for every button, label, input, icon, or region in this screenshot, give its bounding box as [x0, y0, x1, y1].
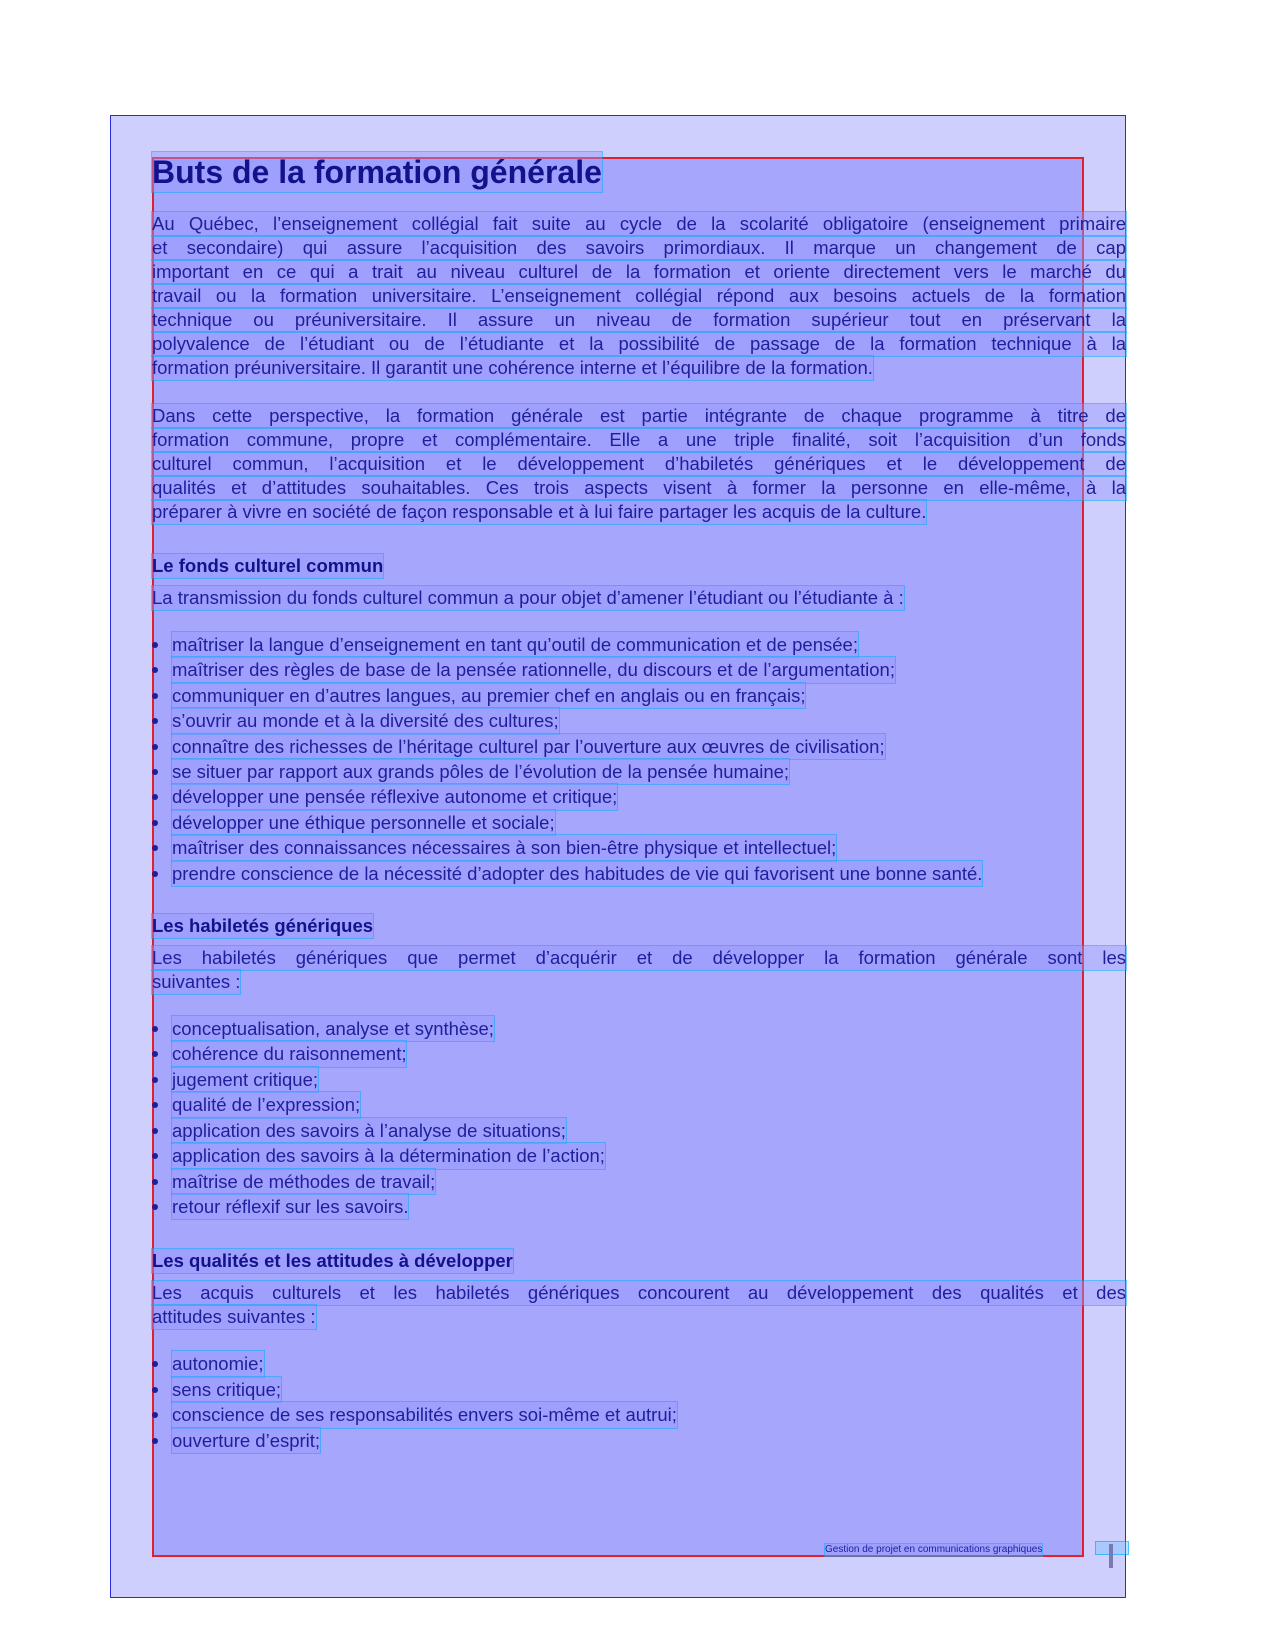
bullet-icon — [152, 667, 158, 673]
list-item — [152, 1067, 1126, 1092]
paragraph-line: Dans cette perspective, la formation générale est partie intégrante de chaque programme à titre de — [152, 405, 1126, 426]
bullet-icon — [152, 1412, 158, 1418]
list-item — [152, 708, 1126, 733]
footer-rule — [1109, 1544, 1113, 1568]
paragraph-line: culturel commun, l’acquisition et le développement d’habiletés génériques et le développement de — [152, 453, 1126, 474]
list-item — [152, 1351, 1126, 1376]
bullet-icon — [152, 1361, 158, 1367]
section-intro — [152, 1281, 1126, 1329]
bullet-icon — [152, 718, 158, 724]
list-item-text: maîtriser la langue d’enseignement en tant qu’outil de communication et de pensée; — [172, 632, 858, 657]
bullet-icon — [152, 845, 158, 851]
list-item — [152, 1041, 1126, 1066]
section-heading-fonds-culturel — [152, 554, 1126, 578]
paragraph-line: attitudes suivantes : — [152, 1306, 316, 1328]
page-title — [152, 152, 1126, 192]
list-item-text: cohérence du raisonnement; — [172, 1041, 406, 1066]
paragraph-line: Au Québec, l’enseignement collégial fait suite au cycle de la scolarité obligatoire (enseignement primaire — [152, 213, 1126, 234]
list-item-text: maîtriser des connaissances nécessaires à son bien-être physique et intellectuel; — [172, 835, 836, 860]
bullet-icon — [152, 1128, 158, 1134]
bullet-icon — [152, 1102, 158, 1108]
bullet-icon — [152, 769, 158, 775]
list-item — [152, 683, 1126, 708]
list-item-text: conscience de ses responsabilités envers soi-même et autrui; — [172, 1402, 677, 1427]
list-item-text: connaître des richesses de l’héritage culturel par l’ouverture aux œuvres de civilisation; — [172, 734, 885, 759]
bullet-icon — [152, 1179, 158, 1185]
paragraph-line: qualités et d’attitudes souhaitables. Ces trois aspects visent à former la personne en elle-même, à la — [152, 477, 1126, 498]
list-item — [152, 810, 1126, 835]
paragraph-line: polyvalence de l’étudiant ou de l’étudiante et la possibilité de passage de la formation technique à la — [152, 333, 1126, 354]
list-item — [152, 1428, 1126, 1453]
bullet-icon — [152, 693, 158, 699]
bullet-icon — [152, 1051, 158, 1057]
paragraph-line: formation commune, propre et complémentaire. Elle a une triple finalité, soit l’acquisition d’un fonds — [152, 429, 1126, 450]
list-item-text: qualité de l’expression; — [172, 1092, 360, 1117]
bullet-icon — [152, 820, 158, 826]
bullet-icon — [152, 1077, 158, 1083]
list-item — [152, 734, 1126, 759]
list-item — [152, 1402, 1126, 1427]
list-item — [152, 1118, 1126, 1143]
fonds-culturel-list — [152, 632, 1126, 886]
bullet-icon — [152, 744, 158, 750]
paragraph-line: Les acquis culturels et les habiletés génériques concourent au développement des qualités et des — [152, 1282, 1126, 1304]
list-item-text: prendre conscience de la nécessité d’adopter des habitudes de vie qui favorisent une bonne santé. — [172, 861, 982, 886]
list-item-text: autonomie; — [172, 1351, 264, 1376]
paragraph-line: suivantes : — [152, 971, 241, 993]
list-item — [152, 835, 1126, 860]
bullet-icon — [152, 1387, 158, 1393]
list-item-text: jugement critique; — [172, 1067, 318, 1092]
page-title-text: Buts de la formation générale — [152, 154, 602, 190]
section-intro — [152, 586, 1126, 610]
list-item — [152, 1169, 1126, 1194]
bullet-icon — [152, 1153, 158, 1159]
list-item — [152, 1092, 1126, 1117]
list-item — [152, 657, 1126, 682]
list-item-text: ouverture d’esprit; — [172, 1428, 320, 1453]
bullet-icon — [152, 1204, 158, 1210]
list-item-text: développer une pensée réflexive autonome et critique; — [172, 784, 617, 809]
list-item — [152, 1016, 1126, 1041]
bullet-icon — [152, 794, 158, 800]
section-heading-text: Les qualités et les attitudes à développer — [152, 1250, 513, 1272]
paragraph-line: technique ou préuniversitaire. Il assure un niveau de formation supérieur tout en préservant la — [152, 309, 1126, 330]
list-item-text: communiquer en d’autres langues, au premier chef en anglais ou en français; — [172, 683, 805, 708]
list-item — [152, 632, 1126, 657]
list-item-text: maîtriser des règles de base de la pensée rationnelle, du discours et de l’argumentation; — [172, 657, 895, 682]
perspective-paragraph — [152, 404, 1126, 524]
list-item — [152, 784, 1126, 809]
list-item-text: retour réflexif sur les savoirs. — [172, 1194, 408, 1219]
list-item-text: maîtrise de méthodes de travail; — [172, 1169, 435, 1194]
list-item — [152, 861, 1126, 886]
paragraph-line: important en ce qui a trait au niveau culturel de la formation et oriente directement vers le marché du — [152, 261, 1126, 282]
section-heading-text: Le fonds culturel commun — [152, 555, 384, 576]
section-heading-habiletes — [152, 914, 1126, 938]
paragraph-line: travail ou la formation universitaire. L’enseignement collégial répond aux besoins actuels de la formation — [152, 285, 1126, 306]
list-item-text: développer une éthique personnelle et sociale; — [172, 810, 555, 835]
list-item-text: sens critique; — [172, 1377, 281, 1402]
section-intro-text: La transmission du fonds culturel commun a pour objet d’amener l’étudiant ou l’étudiante à : — [152, 587, 904, 608]
document-content — [152, 152, 1126, 1453]
paragraph-line: Les habiletés génériques que permet d’acquérir et de développer la formation générale sont les — [152, 947, 1126, 969]
section-heading-qualites — [152, 1249, 1126, 1273]
list-item-text: application des savoirs à la détermination de l’action; — [172, 1143, 605, 1168]
qualites-list — [152, 1351, 1126, 1453]
paragraph-line: préparer à vivre en société de façon responsable et à lui faire partager les acquis de la culture. — [152, 501, 927, 522]
list-item — [152, 1194, 1126, 1219]
page-footer: Gestion de projet en communications graphiques — [825, 1544, 1043, 1555]
section-heading-text: Les habiletés génériques — [152, 915, 374, 937]
list-item-text: application des savoirs à l’analyse de situations; — [172, 1118, 566, 1143]
section-intro — [152, 946, 1126, 994]
bullet-icon — [152, 1438, 158, 1444]
list-item — [152, 1143, 1126, 1168]
paragraph-line: formation préuniversitaire. Il garantit une cohérence interne et l’équilibre de la formation. — [152, 357, 873, 378]
list-item-text: s’ouvrir au monde et à la diversité des cultures; — [172, 708, 559, 733]
intro-paragraph — [152, 212, 1126, 380]
list-item-text: se situer par rapport aux grands pôles de l’évolution de la pensée humaine; — [172, 759, 789, 784]
bullet-icon — [152, 1026, 158, 1032]
bullet-icon — [152, 642, 158, 648]
paragraph-line: et secondaire) qui assure l’acquisition des savoirs primordiaux. Il marque un changement de cap — [152, 237, 1126, 258]
list-item — [152, 759, 1126, 784]
list-item — [152, 1377, 1126, 1402]
bullet-icon — [152, 871, 158, 877]
habiletes-list — [152, 1016, 1126, 1219]
list-item-text: conceptualisation, analyse et synthèse; — [172, 1016, 494, 1041]
